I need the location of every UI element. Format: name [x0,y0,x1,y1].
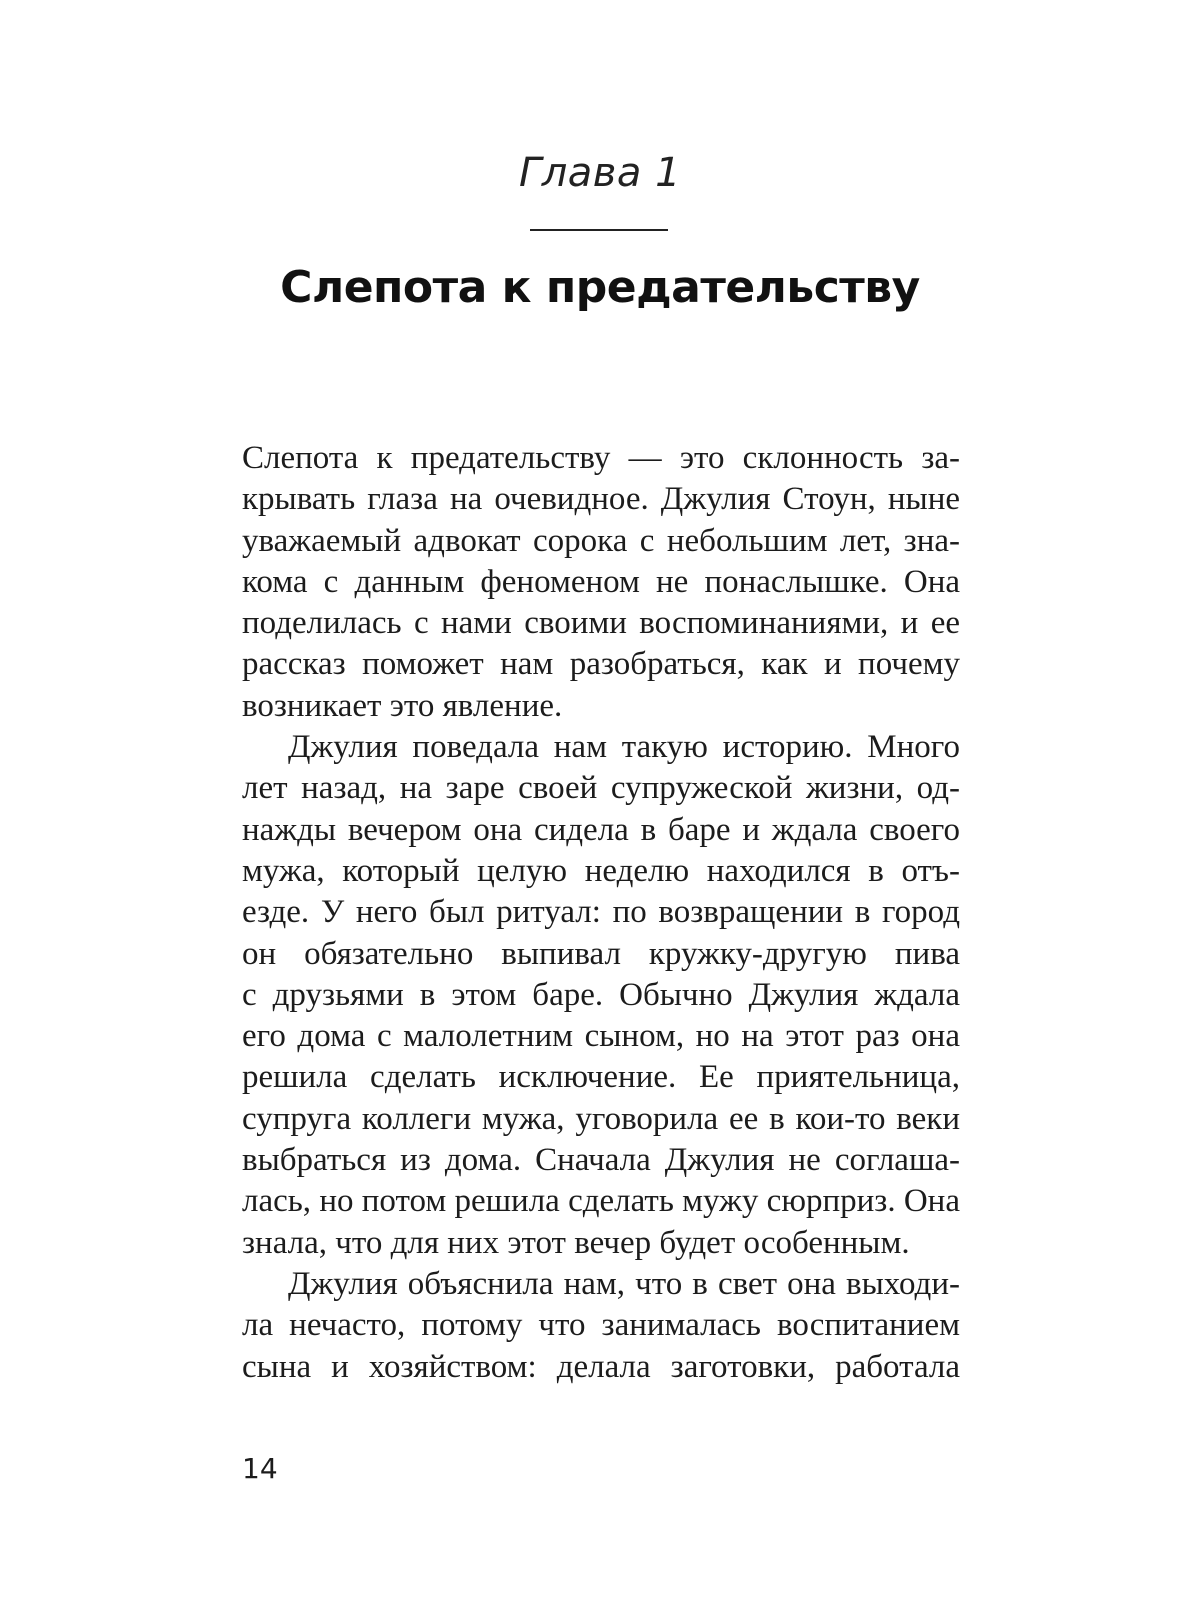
text-line: нажды вечером она сидела в баре и ждала своего [242,811,960,848]
text-line: Джулия поведала нам такую историю. Много [288,729,960,766]
chapter-label: Глава 1 [518,150,682,196]
text-line: лет назад, на заре своей супружеской жизни, од- [242,770,960,807]
text-line: его дома с малолетним сыном, но на этот раз она [242,1018,960,1055]
page-number: 14 [242,1452,278,1485]
text-line: ла нечасто, потому что занималась воспитанием [242,1307,960,1344]
text-line: супруга коллеги мужа, уговорила ее в кои-то веки [242,1100,960,1137]
body-text [242,438,960,1388]
text-line: мужа, который целую неделю находился в отъ- [242,852,960,889]
text-line: Джулия объяснила нам, что в свет она выходи- [288,1265,960,1302]
text-line: выбраться из дома. Сначала Джулия не соглаша- [242,1142,960,1179]
text-line: знала, что для них этот вечер будет особенным. [242,1224,910,1261]
text-line: он обязательно выпивал кружку-другую пива [242,935,960,972]
text-line: рассказ поможет нам разобраться, как и почему [242,646,960,683]
text-line: решила сделать исключение. Ее приятельница, [242,1059,960,1096]
text-line: Слепота к предательству — это склонность за- [242,440,960,476]
chapter-title: Слепота к предательству [280,262,920,313]
text-line: езде. У него был ритуал: по возвращении в город [242,894,960,931]
text-line: сына и хозяйством: делала заготовки, работала [242,1348,960,1385]
text-line: с друзьями в этом баре. Обычно Джулия ждала [242,976,960,1013]
text-line: возникает это явление. [242,687,563,724]
text-line: кома с данным феноменом не понаслышке. Она [242,563,960,600]
text-line: крывать глаза на очевидное. Джулия Стоун, ныне [242,481,960,518]
text-line: уважаемый адвокат сорока с небольшим лет, зна- [242,522,960,559]
text-line: лась, но потом решила сделать мужу сюрприз. Она [242,1183,960,1220]
text-line: поделилась с нами своими воспоминаниями, и ее [242,605,960,642]
chapter-divider [530,229,668,231]
